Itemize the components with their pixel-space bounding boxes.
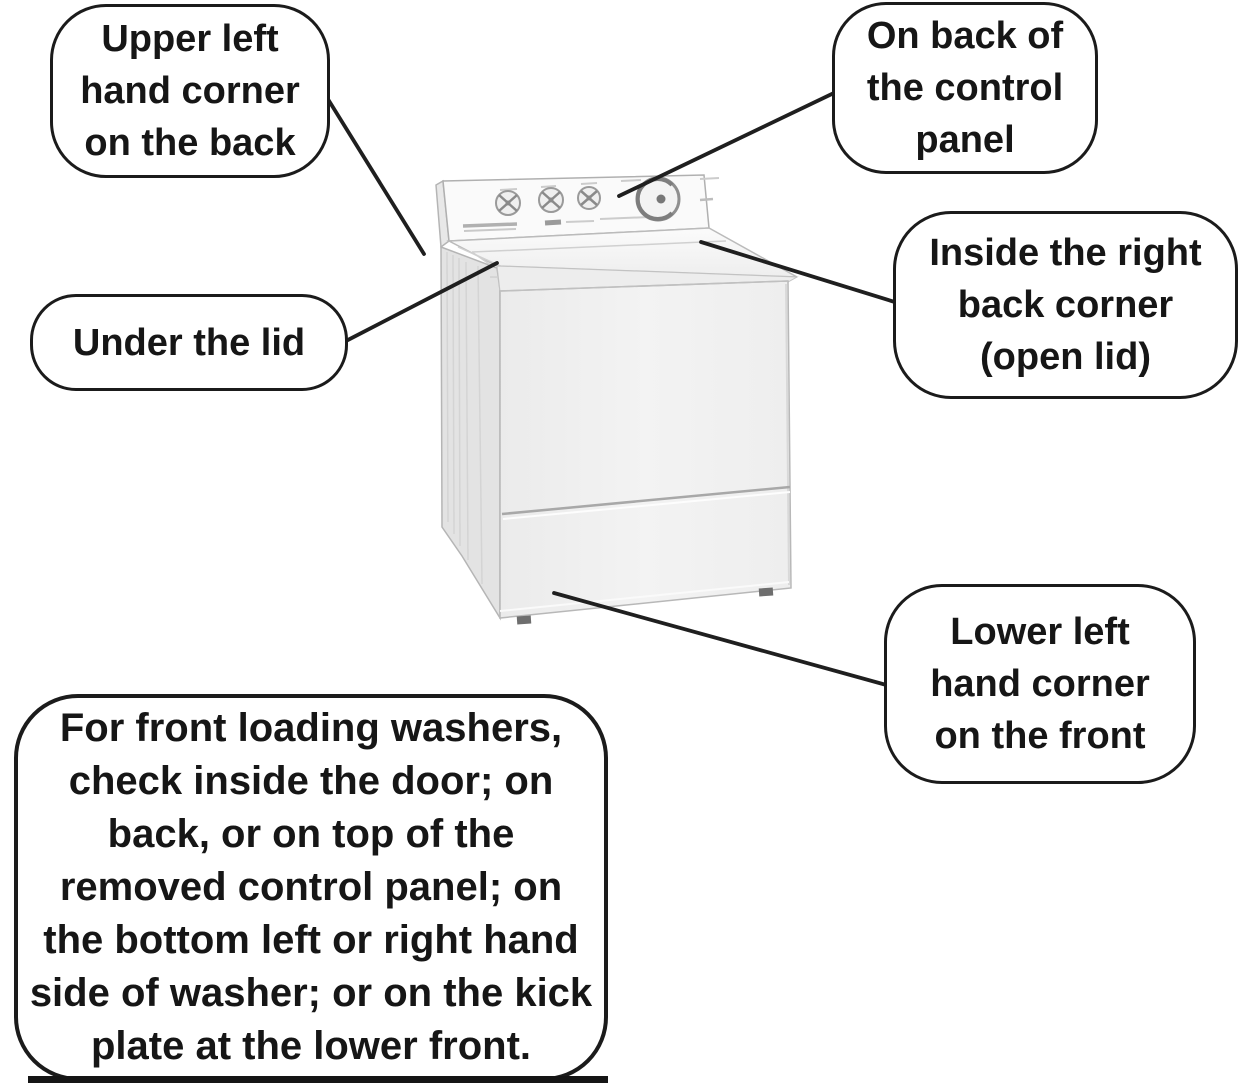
control-knob-3 xyxy=(578,187,600,209)
callout-line: the bottom left or right hand xyxy=(43,918,579,962)
connector-upper-left-back xyxy=(326,96,424,254)
callout-line: On back of xyxy=(866,15,1064,57)
washer-left-side xyxy=(441,247,500,618)
callout-line: hand corner xyxy=(80,70,300,112)
callout-line: back corner xyxy=(957,284,1174,326)
callout-upper-left-back xyxy=(50,4,330,178)
washer-foot-right xyxy=(759,588,774,597)
callout-line: on the front xyxy=(934,715,1146,757)
callout-front-loading-washers xyxy=(14,694,608,1081)
callout-lower-left-front xyxy=(884,584,1196,784)
washer-front-panel xyxy=(500,281,791,618)
callout-line: plate at the lower front. xyxy=(90,1024,532,1068)
control-knob-2 xyxy=(539,188,563,212)
callout-line: hand corner xyxy=(930,663,1150,705)
washer-foot-left xyxy=(517,616,532,625)
callout-line: the control xyxy=(866,67,1064,109)
callout-line: (open lid) xyxy=(980,336,1151,378)
callout-line: check inside the door; on xyxy=(68,759,554,803)
callout-line: removed control panel; on xyxy=(59,865,563,909)
connector-control-panel xyxy=(619,92,836,196)
callout-line: side of washer; or on the kick xyxy=(29,971,593,1015)
callout-line: Inside the right xyxy=(929,232,1202,274)
callout-control-panel-back xyxy=(832,2,1098,174)
callout-line: For front loading washers, xyxy=(59,706,563,750)
callout-line: Upper left xyxy=(101,18,279,60)
control-knob-1 xyxy=(496,191,520,215)
callout-line: Under the lid xyxy=(72,321,306,364)
callout-right-back-corner xyxy=(893,211,1238,399)
connector-lower-front xyxy=(554,593,890,686)
bottom-crop-bar xyxy=(28,1076,608,1083)
callout-line: on the back xyxy=(84,122,296,164)
callout-line: panel xyxy=(915,119,1015,161)
callout-under-lid xyxy=(30,294,348,391)
washer-illustration xyxy=(436,175,797,624)
callout-line: back, or on top of the xyxy=(107,812,515,856)
callout-line: Lower left xyxy=(950,611,1130,653)
